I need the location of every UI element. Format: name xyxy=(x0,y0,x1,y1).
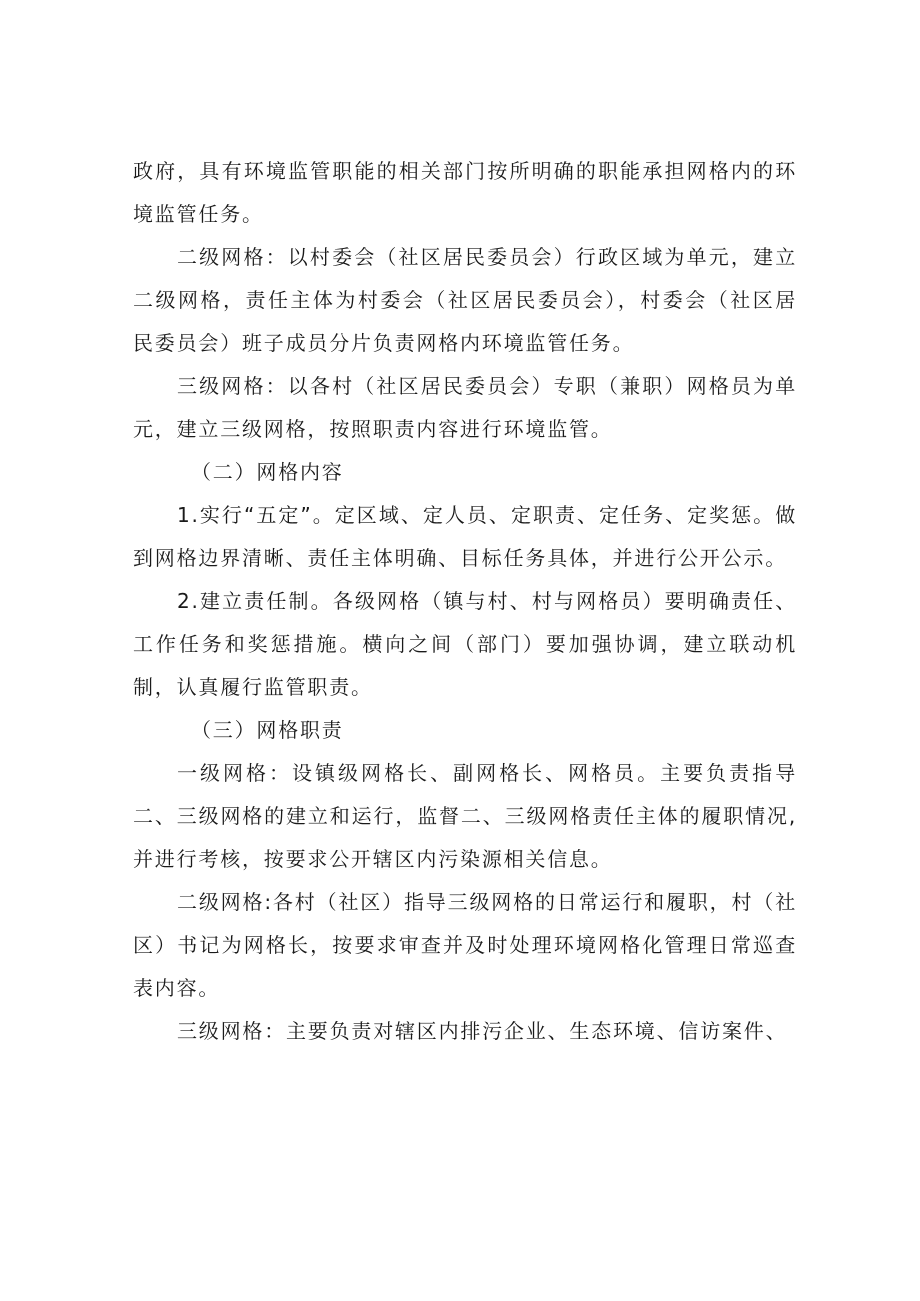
paragraph-level-one-duties: 一级网格：设镇级网格长、副网格长、网格员。主要负责指导二、三级网格的建立和运行，监督二、三级网格责任主体的履职情况,并进行考核，按要求公开辖区内污染源相关信息。 xyxy=(133,761,797,871)
section-heading-grid-duties: （三）网格职责 xyxy=(191,718,344,742)
section-heading-grid-content: （二）网格内容 xyxy=(191,460,344,484)
paragraph-continuation: 政府，具有环境监管职能的相关部门按所明确的职能承担网格内的环境监管任务。 xyxy=(133,159,797,226)
document-body xyxy=(133,150,797,1053)
paragraph-responsibility-system: 2.建立责任制。各级网格（镇与村、村与网格员）要明确责任、工作任务和奖惩措施。横向之间（部门）要加强协调，建立联动机制，认真履行监管职责。 xyxy=(133,589,797,699)
paragraph-level-three-duties: 三级网格：主要负责对辖区内排污企业、生态环境、信访案件、 xyxy=(177,1019,788,1043)
paragraph-level-three-grid: 三级网格：以各村（社区居民委员会）专职（兼职）网格员为单元，建立三级网格，按照职责内容进行环境监管。 xyxy=(133,374,797,441)
paragraph-five-fixed: 1.实行“五定”。定区域、定人员、定职责、定任务、定奖惩。做到网格边界清晰、责任主体明确、目标任务具体，并进行公开公示。 xyxy=(133,503,797,570)
paragraph-level-two-grid: 二级网格：以村委会（社区居民委员会）行政区域为单元，建立二级网格，责任主体为村委会（社区居民委员会），村委会（社区居民委员会）班子成员分片负责网格内环境监管任务。 xyxy=(133,245,797,355)
paragraph-level-two-duties: 二级网格:各村（社区）指导三级网格的日常运行和履职，村（社区）书记为网格长，按要求审查并及时处理环境网格化管理日常巡查表内容。 xyxy=(133,890,797,1000)
